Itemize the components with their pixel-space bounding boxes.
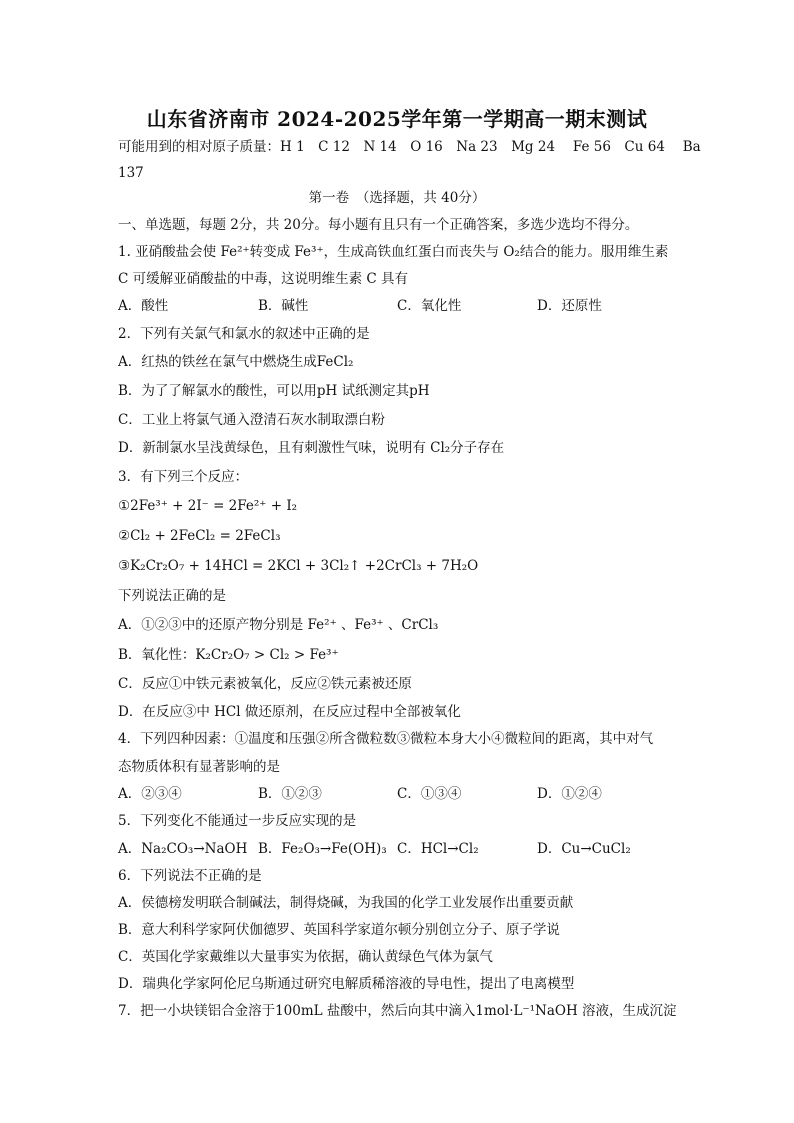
q2-option-b: B．为了了解氯水的酸性，可以用pH 试纸测定其pH — [118, 383, 430, 399]
q1-option-b: B．碱性 — [258, 298, 309, 314]
question-1-line-1: 1. 亚硝酸盐会使 Fe²⁺转变成 Fe³⁺，生成高铁血红蛋白而丧失与 O₂结合的能力。服用维生素 — [118, 244, 669, 260]
q4-option-a: A．②③④ — [118, 786, 182, 802]
q6-option-a: A．侯德榜发明联合制碱法，制得烧碱，为我国的化学工业发展作出重要贡献 — [118, 895, 574, 911]
q5-option-d: D．Cu→CuCl₂ — [537, 841, 631, 857]
section-header: 第一卷 （选择题，共 40分） — [308, 190, 486, 206]
atomic-mass-line: 可能用到的相对原子质量：H 1 C 12 N 14 O 16 Na 23 Mg 24 Fe 56 Cu 64 Ba — [118, 139, 701, 155]
q5-option-a: A．Na₂CO₃→NaOH — [118, 841, 248, 857]
q4-option-c: C．①③④ — [397, 786, 462, 802]
question-7-line-1: 7．把一小块镁铝合金溶于100mL 盐酸中，然后向其中滴入1mol·L⁻¹NaOH 溶液，生成沉淀 — [118, 1003, 677, 1019]
q2-option-d: D．新制氯水呈浅黄绿色，且有刺激性气味，说明有 Cl₂分子存在 — [118, 440, 505, 456]
q5-option-c: C．HCl→Cl₂ — [397, 841, 479, 857]
q6-option-b: B．意大利科学家阿伏伽德罗、英国科学家道尔顿分别创立分子、原子学说 — [118, 922, 560, 938]
q2-option-a: A．红热的铁丝在氯气中燃烧生成FeCl₂ — [118, 354, 354, 370]
q1-option-d: D．还原性 — [537, 298, 602, 314]
question-3-stem: 3．有下列三个反应： — [118, 469, 249, 485]
atomic-mass-line-cont: 137 — [118, 165, 144, 181]
q3-reaction-3: ③K₂Cr₂O₇ + 14HCl = 2KCl + 3Cl₂↑ +2CrCl₃ + 7H₂O — [118, 558, 479, 574]
q1-option-a: A．酸性 — [118, 298, 169, 314]
q4-option-b: B．①②③ — [258, 786, 322, 802]
question-4-line-1: 4．下列四种因素：①温度和压强②所含微粒数③微粒本身大小④微粒间的距离，其中对气 — [118, 731, 654, 747]
question-2-stem: 2．下列有关氯气和氯水的叙述中正确的是 — [118, 326, 370, 342]
q6-option-c: C．英国化学家戴维以大量事实为依据，确认黄绿色气体为氯气 — [118, 949, 493, 965]
question-4-line-2: 态物质体积有显著影响的是 — [118, 759, 280, 775]
part-header: 一、单选题，每题 2分，共 20分。每小题有且只有一个正确答案，多选少选均不得分。 — [118, 217, 639, 233]
q3-ask: 下列说法正确的是 — [118, 588, 226, 604]
question-5-stem: 5．下列变化不能通过一步反应实现的是 — [118, 813, 357, 829]
page-title: 山东省济南市 2024-2025学年第一学期高一期末测试 — [146, 107, 648, 131]
q3-reaction-1: ①2Fe³⁺ + 2I⁻ = 2Fe²⁺ + I₂ — [118, 498, 298, 514]
q5-option-b: B．Fe₂O₃→Fe(OH)₃ — [258, 841, 387, 857]
q3-option-d: D．在反应③中 HCl 做还原剂，在反应过程中全部被氧化 — [118, 704, 461, 720]
q3-reaction-2: ②Cl₂ + 2FeCl₂ = 2FeCl₃ — [118, 528, 281, 544]
question-1-line-2: C 可缓解亚硝酸盐的中毒，这说明维生素 C 具有 — [118, 271, 409, 287]
q6-option-d: D．瑞典化学家阿伦尼乌斯通过研究电解质稀溶液的导电性，提出了电离模型 — [118, 976, 575, 992]
q3-option-c: C．反应①中铁元素被氧化，反应②铁元素被还原 — [118, 676, 412, 692]
q3-option-a: A．①②③中的还原产物分别是 Fe²⁺ 、Fe³⁺ 、CrCl₃ — [118, 617, 439, 633]
q4-option-d: D．①②④ — [537, 786, 602, 802]
q1-option-c: C．氧化性 — [397, 298, 462, 314]
question-6-stem: 6．下列说法不正确的是 — [118, 868, 262, 884]
q2-option-c: C．工业上将氯气通入澄清石灰水制取漂白粉 — [118, 412, 385, 428]
q3-option-b: B．氧化性：K₂Cr₂O₇ > Cl₂ > Fe³⁺ — [118, 647, 339, 663]
